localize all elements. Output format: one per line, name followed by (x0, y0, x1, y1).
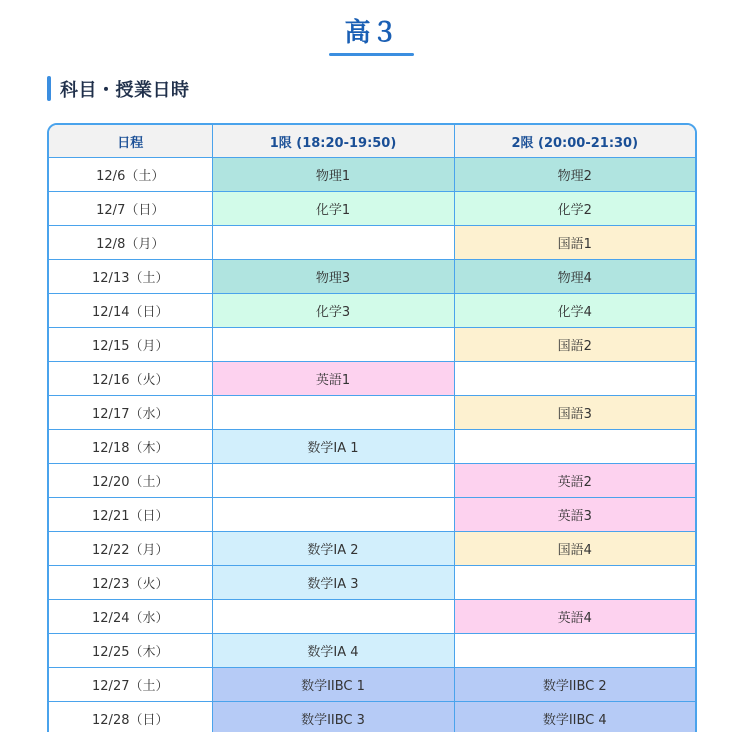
cell-date: 12/16（火） (49, 362, 212, 396)
cell-period-2: 数学IIBC 4 (454, 702, 695, 732)
cell-period-2: 国語3 (454, 396, 695, 430)
cell-period-1: 数学IIBC 3 (212, 702, 454, 732)
cell-date: 12/13（土） (49, 260, 212, 294)
cell-period-2: 物理2 (454, 158, 695, 192)
cell-period-2: 物理4 (454, 260, 695, 294)
cell-period-1: 数学IA 4 (212, 634, 454, 668)
cell-date: 12/24（水） (49, 600, 212, 634)
cell-period-1 (212, 498, 454, 532)
title-underline (329, 53, 414, 56)
cell-period-1: 物理3 (212, 260, 454, 294)
cell-period-1: 化学1 (212, 192, 454, 226)
cell-date: 12/21（日） (49, 498, 212, 532)
table-row (49, 532, 695, 566)
table-row (49, 328, 695, 362)
schedule-table (49, 125, 695, 732)
cell-period-2: 化学2 (454, 192, 695, 226)
header-date: 日程 (49, 125, 212, 158)
cell-period-1 (212, 328, 454, 362)
cell-date: 12/17（水） (49, 396, 212, 430)
cell-period-1 (212, 600, 454, 634)
cell-period-2: 英語2 (454, 464, 695, 498)
cell-period-2 (454, 566, 695, 600)
cell-period-2 (454, 362, 695, 396)
cell-date: 12/14（日） (49, 294, 212, 328)
table-body (49, 158, 695, 732)
cell-date: 12/23（火） (49, 566, 212, 600)
page-title: 高３ (344, 18, 399, 48)
table-row (49, 600, 695, 634)
cell-period-1 (212, 226, 454, 260)
cell-period-2: 国語2 (454, 328, 695, 362)
cell-date: 12/6（土） (49, 158, 212, 192)
table-row (49, 634, 695, 668)
cell-period-1 (212, 396, 454, 430)
cell-date: 12/15（月） (49, 328, 212, 362)
cell-period-1: 英語1 (212, 362, 454, 396)
cell-date: 12/22（月） (49, 532, 212, 566)
cell-period-1: 数学IA 3 (212, 566, 454, 600)
cell-period-2 (454, 430, 695, 464)
cell-period-1: 数学IA 1 (212, 430, 454, 464)
cell-period-1: 数学IA 2 (212, 532, 454, 566)
cell-period-2: 国語4 (454, 532, 695, 566)
cell-period-2: 国語1 (454, 226, 695, 260)
table-row (49, 498, 695, 532)
table-row (49, 702, 695, 732)
cell-date: 12/20（土） (49, 464, 212, 498)
table-row (49, 260, 695, 294)
cell-date: 12/27（土） (49, 668, 212, 702)
cell-period-2: 英語3 (454, 498, 695, 532)
table-row (49, 362, 695, 396)
cell-date: 12/25（木） (49, 634, 212, 668)
table-row (49, 158, 695, 192)
table-row (49, 566, 695, 600)
cell-period-2: 数学IIBC 2 (454, 668, 695, 702)
cell-period-1 (212, 464, 454, 498)
section-accent-bar (47, 76, 51, 101)
cell-date: 12/28（日） (49, 702, 212, 732)
schedule-table-container (47, 123, 697, 732)
table-row (49, 192, 695, 226)
header-row (49, 125, 695, 158)
table-row (49, 668, 695, 702)
table-row (49, 396, 695, 430)
cell-period-2: 化学4 (454, 294, 695, 328)
section-title: 科目・授業日時 (60, 79, 190, 101)
table-row (49, 226, 695, 260)
cell-date: 12/8（月） (49, 226, 212, 260)
cell-date: 12/7（日） (49, 192, 212, 226)
cell-period-2: 英語4 (454, 600, 695, 634)
header-period-1: 1限 (18:20-19:50) (212, 125, 454, 158)
table-row (49, 430, 695, 464)
cell-date: 12/18（木） (49, 430, 212, 464)
table-row (49, 464, 695, 498)
cell-period-1: 化学3 (212, 294, 454, 328)
cell-period-1: 数学IIBC 1 (212, 668, 454, 702)
cell-period-2 (454, 634, 695, 668)
cell-period-1: 物理1 (212, 158, 454, 192)
header-period-2: 2限 (20:00-21:30) (454, 125, 695, 158)
table-header (49, 125, 695, 158)
table-row (49, 294, 695, 328)
section-heading (47, 76, 190, 101)
